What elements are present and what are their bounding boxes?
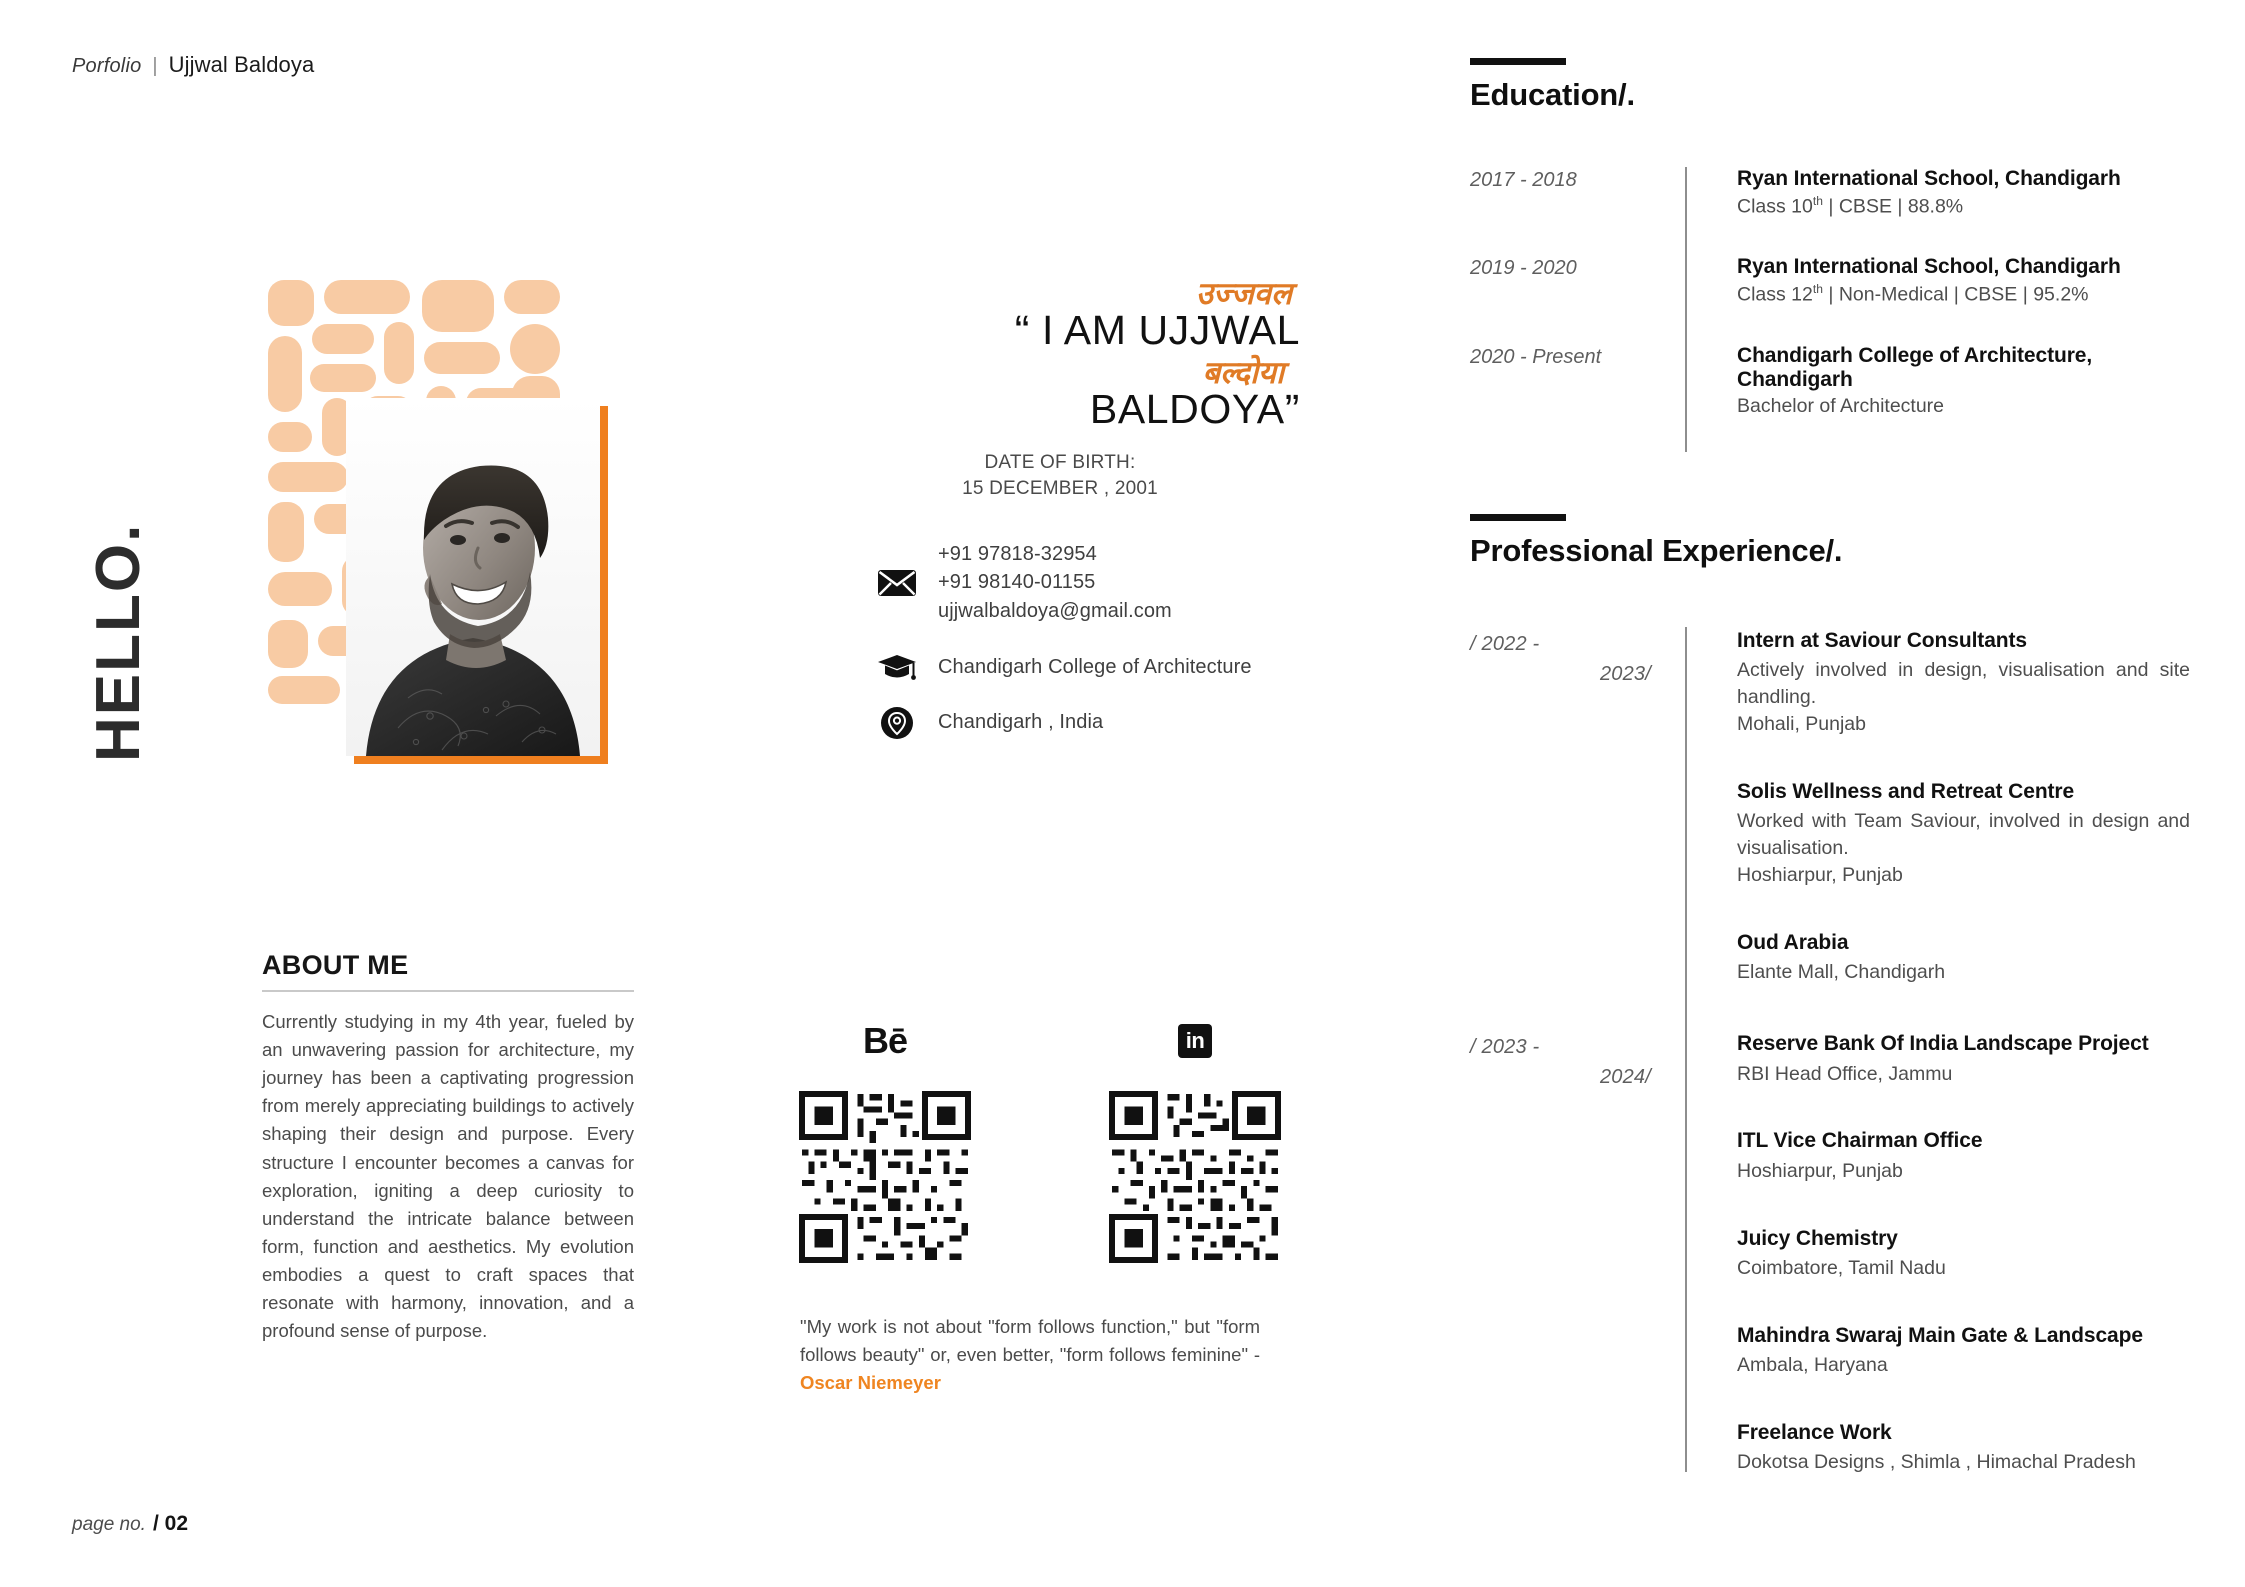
experience-item: [1737, 778, 2190, 889]
experience-heading: [1470, 514, 2190, 569]
graduation-cap-icon: [876, 653, 918, 681]
experience-group: [1470, 627, 2190, 986]
identity-block: [820, 278, 1300, 502]
contact-row-email: [876, 540, 1306, 625]
experience-years-line1: / 2022 -: [1470, 633, 1540, 655]
socials-section: [790, 1020, 1290, 1266]
experience-item: [1737, 627, 2190, 738]
about-me-divider: [262, 990, 634, 992]
behance-block: [790, 1020, 980, 1266]
page-footer: [72, 1512, 188, 1536]
contact-row-location: [876, 706, 1306, 740]
education-rule: [1470, 58, 1566, 65]
experience-group: [1470, 1030, 2190, 1476]
education-years: 2020 - Present: [1470, 346, 1602, 368]
education-entry: [1470, 344, 2190, 418]
date-of-birth: [820, 450, 1300, 501]
quote-author: Oscar Niemeyer: [800, 1371, 941, 1393]
linkedin-qr-code[interactable]: [1106, 1088, 1284, 1266]
education-entry: [1470, 255, 2190, 307]
job-title: Solis Wellness and Retreat Centre: [1737, 780, 2075, 804]
job-title: ITL Vice Chairman Office: [1737, 1129, 1983, 1153]
name-text-2: BALDOYA: [1089, 385, 1285, 432]
experience-title: Professional Experience/.: [1470, 533, 1843, 568]
education-list: [1470, 167, 2190, 452]
phone-2: +91 98140-01155: [938, 571, 1096, 594]
job-location: Ambala, Haryana: [1737, 1354, 1888, 1377]
job-location: Mohali, Punjab: [1737, 713, 1866, 736]
experience-list: [1470, 627, 2190, 1476]
job-location: Hoshiarpur, Punjab: [1737, 864, 1903, 887]
envelope-icon: [876, 570, 918, 596]
experience-timeline: [1685, 627, 1687, 1472]
experience-years-line1: / 2023 -: [1470, 1036, 1540, 1059]
ordinal-suffix: th: [1812, 194, 1823, 208]
hindi-first-name: उज्जवल: [1196, 276, 1292, 311]
education-title: Education/.: [1470, 77, 1635, 112]
job-location: Dokotsa Designs , Shimla , Himachal Pradesh: [1737, 1451, 2136, 1474]
page-label: page no.: [72, 1514, 146, 1535]
experience-item: [1737, 1419, 2190, 1476]
experience-rule: [1470, 514, 1566, 521]
hero-block: [84, 276, 600, 762]
contact-email-group: [938, 540, 1172, 625]
portfolio-label: Porfolio: [72, 55, 142, 77]
pull-quote: [800, 1313, 1260, 1396]
education-institution: Chandigarh College of Architecture, Chandigarh: [1737, 344, 2093, 391]
right-column: [1470, 58, 2190, 1476]
job-location: RBI Head Office, Jammu: [1737, 1062, 1953, 1085]
map-pin-icon: [876, 706, 918, 740]
education-institution: Ryan International School, Chandigarh: [1737, 167, 2121, 190]
linkedin-block: [1100, 1020, 1290, 1266]
experience-years-line2: 2024/: [1599, 1066, 1651, 1089]
email-address[interactable]: ujjwalbaldoya@gmail.com: [938, 599, 1172, 622]
behance-qr-code[interactable]: [796, 1088, 974, 1266]
open-quote: “: [1014, 307, 1031, 356]
education-detail: Bachelor of Architecture: [1737, 395, 1945, 417]
job-description: Actively involved in design, visualisation and site handling.: [1737, 659, 2190, 709]
behance-icon[interactable]: [863, 1020, 907, 1062]
hindi-last-name: बल्दोया: [1202, 354, 1284, 390]
dob-label: DATE OF BIRTH:: [984, 452, 1136, 474]
contact-row-education: [876, 653, 1306, 681]
job-title: Intern at Saviour Consultants: [1737, 629, 2027, 652]
education-institution: Chandigarh College of Architecture: [938, 656, 1252, 679]
job-title: Oud Arabia: [1737, 931, 1849, 955]
about-me-body: Currently studying in my 4th year, fueled by an unwavering passion for architecture, my journey has been a captivating progression from merely appreciating buildings to actively shaping their design and purpose. Every structure I encounter becomes a canvas for exploration, igniting a deep curiosity to understand the intricate balance between form, function and aesthetics. My evolution embodies a quest to craft spaces that resonate with harmony, innovation, and a profound sense of purpose.: [262, 1011, 634, 1342]
contact-list: [876, 540, 1306, 760]
portrait-frame: [346, 398, 600, 756]
job-title: Juicy Chemistry: [1737, 1226, 1898, 1250]
experience-item: [1737, 1322, 2190, 1379]
education-detail: Class 10th | CBSE | 88.8%: [1737, 194, 1964, 218]
portrait-photo: [346, 398, 600, 756]
experience-item: [1737, 929, 2190, 986]
experience-years: [1470, 627, 1685, 986]
job-description: Worked with Team Saviour, involved in design and visualisation.: [1737, 810, 2190, 860]
page-number: / 02: [152, 1512, 188, 1535]
job-location: Elante Mall, Chandigarh: [1737, 961, 1946, 984]
education-heading: [1470, 58, 2190, 113]
about-me-section: [262, 950, 634, 1345]
close-quote: ”: [1284, 385, 1300, 435]
location-text: Chandigarh , India: [938, 711, 1104, 734]
experience-item: [1737, 1030, 2190, 1087]
breadcrumb: [72, 52, 314, 78]
behance-label: Bē: [862, 1020, 908, 1061]
education-entry: [1470, 167, 2190, 219]
name-line-1: [820, 309, 1300, 356]
about-me-heading: ABOUT ME: [262, 950, 409, 980]
experience-item: [1737, 1127, 2190, 1184]
name-text-1: I AM UJJWAL: [1042, 307, 1300, 353]
education-detail: Class 12th | Non-Medical | CBSE | 95.2%: [1737, 281, 2089, 305]
education-institution: Ryan International School, Chandigarh: [1737, 254, 2121, 278]
breadcrumb-divider: |: [152, 55, 158, 77]
linkedin-icon[interactable]: [1178, 1020, 1212, 1062]
education-timeline: [1685, 167, 1687, 452]
job-title: Reserve Bank Of India Landscape Project: [1737, 1032, 2149, 1056]
phone-1: +91 97818-32954: [938, 543, 1097, 565]
owner-name: Ujjwal Baldoya: [168, 52, 315, 77]
experience-item: [1737, 1225, 2190, 1282]
job-location: Coimbatore, Tamil Nadu: [1737, 1256, 1946, 1279]
name-line-2: [820, 385, 1300, 435]
job-title: Freelance Work: [1737, 1421, 1892, 1445]
linkedin-label: in: [1178, 1024, 1212, 1058]
experience-years-line2: 2023/: [1599, 663, 1651, 685]
ordinal-suffix: th: [1812, 281, 1823, 296]
job-location: Hoshiarpur, Punjab: [1737, 1159, 1903, 1182]
job-title: Mahindra Swaraj Main Gate & Landscape: [1737, 1323, 2143, 1347]
experience-years: [1470, 1030, 1685, 1476]
education-years: 2017 - 2018: [1470, 169, 1577, 191]
hello-text: HELLO.: [84, 522, 153, 762]
quote-text: "My work is not about "form follows function," but "form follows beauty" or, even better, "form follows feminine" -: [800, 1316, 1260, 1365]
education-years: 2019 - 2020: [1470, 256, 1577, 279]
dob-value: 15 DECEMBER , 2001: [962, 477, 1158, 499]
